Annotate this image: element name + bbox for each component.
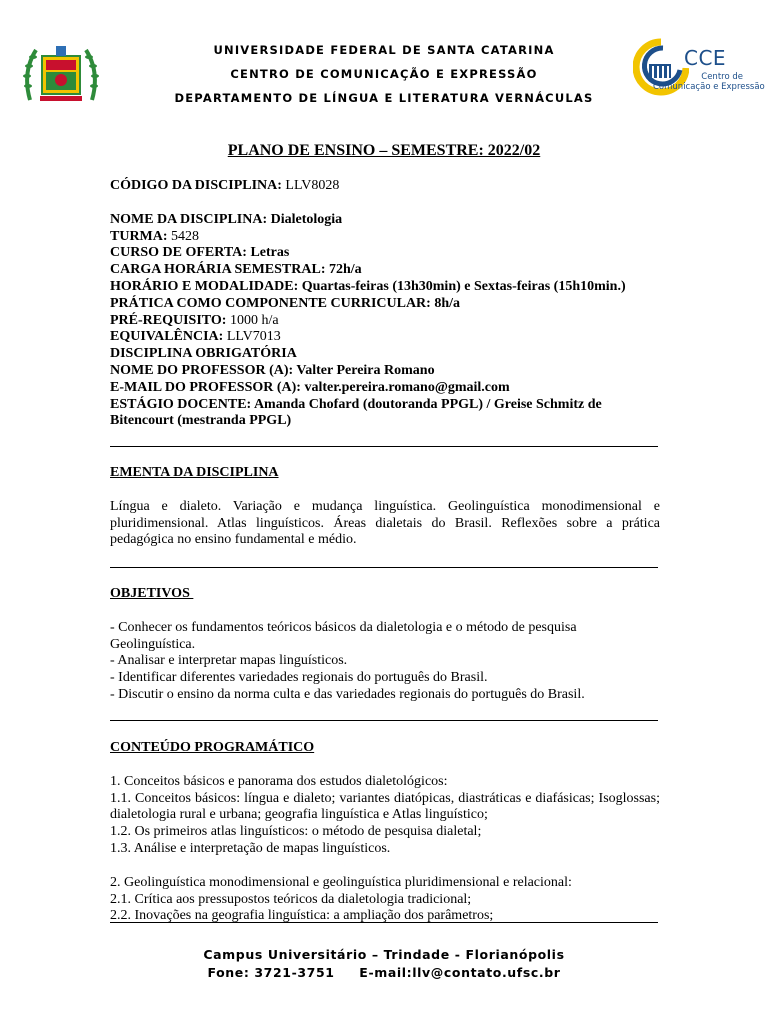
conteudo-item: 2.1. Crítica aos pressupostos teóricos da dialetologia tradicional; <box>110 891 472 907</box>
email-label: E-MAIL DO PROFESSOR (A): <box>110 379 305 395</box>
department-name: DEPARTAMENTO DE LÍNGUA E LITERATURA VERNÁCULAS <box>174 91 594 105</box>
equiv-label: EQUIVALÊNCIA: <box>110 329 227 345</box>
title-suffix: : 2022/02 <box>478 142 541 159</box>
estagio-label: ESTÁGIO DOCENTE: <box>110 396 254 412</box>
footer-contact: Fone: 3721-3751 E-mail:llv@contato.ufsc.br <box>207 965 561 980</box>
divider <box>110 720 658 721</box>
info-curso <box>110 245 660 262</box>
turma-label: TURMA: <box>110 228 172 244</box>
equiv-value: LLV7013 <box>226 329 281 345</box>
prereq-value: 1000 h/a <box>229 312 279 328</box>
conteudo-item: 1.1. Conceitos básicos: língua e dialeto; variantes diatópicas, diastráticas e diafásicas; Isoglossas; dialetologia rural e urbana; geografia linguística e Atlas linguístico; <box>110 790 660 823</box>
divider <box>110 922 658 923</box>
professor-label: NOME DO PROFESSOR (A): <box>110 362 297 378</box>
conteudo-item: 1.2. Os primeiros atlas linguísticos: o método de pesquisa dialetal; <box>110 824 482 840</box>
objetivo-item: - Analisar e interpretar mapas linguísticos. <box>110 653 348 669</box>
carga-label: CARGA HORÁRIA SEMESTRAL: <box>110 262 329 278</box>
info-turma <box>110 229 660 246</box>
title-prefix: PLANO DE ENSINO – SEMESTRE <box>227 142 479 159</box>
carga-value: 72h/a <box>328 262 362 278</box>
prereq-label: PRÉ-REQUISITO: <box>110 312 230 328</box>
horario-label: HORÁRIO E MODALIDADE: <box>110 278 302 294</box>
spacer <box>110 482 660 499</box>
spacer <box>110 603 660 620</box>
conteudo-section <box>110 740 660 925</box>
course-info <box>110 178 660 430</box>
info-carga <box>110 262 660 279</box>
document-title <box>0 142 768 160</box>
nome-label: NOME DA DISCIPLINA: <box>110 211 271 227</box>
info-codigo <box>110 178 660 195</box>
conteudo-item: 1.3. Análise e interpretação de mapas linguísticos. <box>110 840 391 856</box>
info-equiv <box>110 329 660 346</box>
info-nome <box>110 212 660 229</box>
pratica-value: 8h/a <box>434 295 461 311</box>
university-name: UNIVERSIDADE FEDERAL DE SANTA CATARINA <box>213 43 555 57</box>
info-estagio <box>110 397 660 431</box>
professor-value: Valter Pereira Romano <box>296 362 435 378</box>
codigo-label: CÓDIGO DA DISCIPLINA: <box>110 178 286 193</box>
info-horario <box>110 279 660 296</box>
spacer <box>110 858 660 875</box>
center-name: CENTRO DE COMUNICAÇÃO E EXPRESSÃO <box>230 67 538 81</box>
info-professor <box>110 363 660 380</box>
cce-sub-line2: Comunicação e Expressão <box>653 82 765 92</box>
conteudo-item: 2. Geolinguística monodimensional e geolinguística pluridimensional e relacional: <box>110 874 572 890</box>
ementa-title: EMENTA DA DISCIPLINA <box>110 465 279 480</box>
objetivos-section <box>110 586 660 704</box>
estagio-value: Amanda Chofard (doutoranda PPGL) / Greise Schmitz de Bitencourt (mestranda PPGL) <box>110 396 602 429</box>
pratica-label: PRÁTICA COMO COMPONENTE CURRICULAR: <box>110 295 435 311</box>
divider <box>110 567 658 568</box>
objetivos-title: OBJETIVOS <box>110 586 194 601</box>
objetivo-item: - Identificar diferentes variedades regionais do português do Brasil. <box>110 670 488 686</box>
info-prereq <box>110 313 660 330</box>
spacer <box>110 195 660 212</box>
conteudo-item: 1. Conceitos básicos e panorama dos estudos dialetológicos: <box>110 773 448 789</box>
ementa-section <box>110 465 660 549</box>
cce-logo-text: CCE <box>684 46 727 70</box>
conteudo-item: 2.2. Inovações na geografia linguística: a ampliação dos parâmetros; <box>110 908 494 924</box>
ementa-text: Língua e dialeto. Variação e mudança linguística. Geolinguística monodimensional e pluridimensional. Atlas linguísticos. Áreas dialetais do Brasil. Reflexões sobre a prática pedagógica no ensino fundamental e médio. <box>110 498 660 548</box>
nome-value: Dialetologia <box>270 211 343 227</box>
objetivo-item: - Conhecer os fundamentos teóricos básicos da dialetologia e o método de pesquisa Geolinguística. <box>110 619 577 652</box>
info-pratica <box>110 296 660 313</box>
cce-sub-line1: Centro de <box>701 72 743 82</box>
info-email <box>110 380 660 397</box>
spacer <box>110 757 660 774</box>
conteudo-title: CONTEÚDO PROGRAMÁTICO <box>110 740 315 755</box>
cce-logo <box>633 38 765 108</box>
horario-value: Quartas-feiras (13h30min) e Sextas-feiras (15h10min.) <box>301 278 626 294</box>
divider <box>110 446 658 447</box>
codigo-value: LLV8028 <box>285 178 340 193</box>
info-obrigatoria: DISCIPLINA OBRIGATÓRIA <box>110 346 297 362</box>
objetivo-item: - Discutir o ensino da norma culta e das variedades regionais do português do Brasil. <box>110 686 585 702</box>
footer-address: Campus Universitário – Trindade - Florianópolis <box>203 947 565 962</box>
cce-logo-subtitle <box>653 72 765 92</box>
curso-value: Letras <box>250 245 290 261</box>
email-value: valter.pereira.romano@gmail.com <box>304 379 510 395</box>
turma-value: 5428 <box>171 228 200 244</box>
curso-label: CURSO DE OFERTA: <box>110 245 251 261</box>
